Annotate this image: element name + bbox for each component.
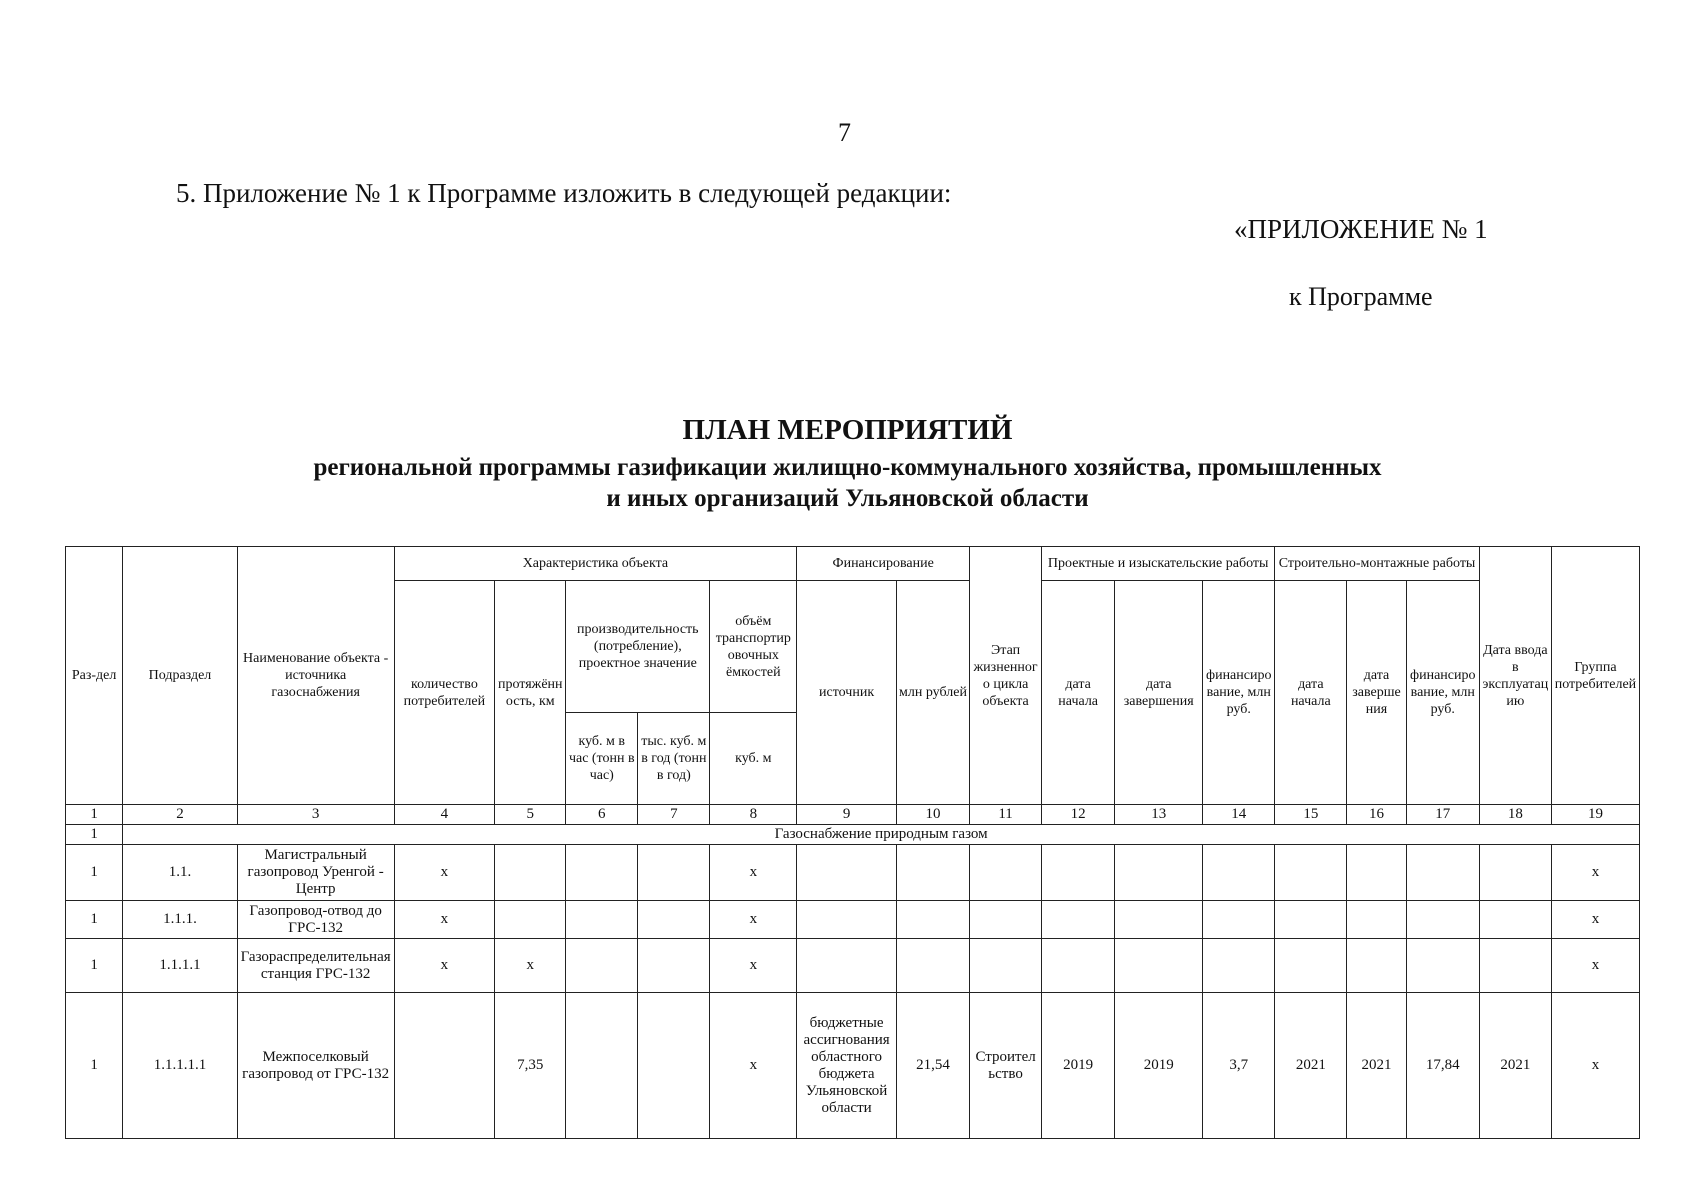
section-number: 1: [66, 825, 123, 845]
table-row: [66, 993, 1640, 1139]
plan-table: [65, 546, 1640, 1139]
appendix-title: «ПРИЛОЖЕНИЕ № 1: [1234, 214, 1488, 244]
cell-de: [1115, 901, 1203, 939]
column-number: 3: [237, 805, 394, 825]
cell-commission: [1479, 845, 1551, 901]
cell-group: х: [1551, 845, 1639, 901]
column-number: 9: [797, 805, 897, 825]
cell-commission: [1479, 939, 1551, 993]
cell-commission: [1479, 901, 1551, 939]
cell-fin: 3,7: [1203, 993, 1275, 1139]
cell-consumers: х: [394, 901, 495, 939]
cell-fin: [1203, 901, 1275, 939]
cell-mln: [896, 845, 969, 901]
cell-name: Газопровод-отвод до ГРС-132: [237, 901, 394, 939]
cell-mln: 21,54: [896, 993, 969, 1139]
cell-group: х: [1551, 901, 1639, 939]
cell-fin2: [1406, 845, 1479, 901]
cell-stage: Строительство: [970, 993, 1042, 1139]
column-number: 6: [566, 805, 638, 825]
plan-subtitle: [0, 452, 1695, 514]
column-number: 14: [1203, 805, 1275, 825]
column-number: 12: [1042, 805, 1115, 825]
column-number: 11: [970, 805, 1042, 825]
plan-subtitle-line2: и иных организаций Ульяновской области: [606, 485, 1089, 512]
table-row: [66, 939, 1640, 993]
header-thous-cubm-year: тыс. куб. м в год (тонн в год): [638, 713, 710, 805]
column-number: 16: [1347, 805, 1406, 825]
cell-length: [495, 845, 566, 901]
cell-volume: х: [710, 845, 797, 901]
cell-ds2: [1275, 845, 1347, 901]
column-number: 15: [1275, 805, 1347, 825]
cell-razdel: 1: [66, 939, 123, 993]
cell-volume: х: [710, 901, 797, 939]
intro-text: 5. Приложение № 1 к Программе изложить в следующей редакции:: [176, 178, 952, 208]
cell-de: 2019: [1115, 993, 1203, 1139]
cell-cubm_hour: [566, 901, 638, 939]
cell-fin: [1203, 845, 1275, 901]
cell-cubm_hour: [566, 993, 638, 1139]
cell-thous_year: [638, 939, 710, 993]
header-name: Наименование объекта - источника газоснабжения: [237, 547, 394, 805]
cell-cubm_hour: [566, 939, 638, 993]
plan-title: ПЛАН МЕРОПРИЯТИЙ: [682, 414, 1013, 446]
column-number: 1: [66, 805, 123, 825]
header-consumers: количество потребителей: [394, 581, 495, 805]
cell-name: Газораспределительная станция ГРС-132: [237, 939, 394, 993]
header-stage: Этап жизненного цикла объекта: [970, 547, 1042, 805]
cell-de: [1115, 845, 1203, 901]
column-number: 7: [638, 805, 710, 825]
header-date-start-construction: дата начала: [1275, 581, 1347, 805]
appendix-subtitle: к Программе: [1289, 282, 1433, 311]
header-podrazdel: Подраздел: [123, 547, 237, 805]
cell-fin2: [1406, 939, 1479, 993]
header-cubm-hour: куб. м в час (тонн в час): [566, 713, 638, 805]
header-construction-works: Строительно-монтажные работы: [1275, 547, 1480, 581]
table-header: [66, 547, 1640, 825]
column-number: 4: [394, 805, 495, 825]
table-body: [66, 825, 1640, 1139]
cell-commission: 2021: [1479, 993, 1551, 1139]
cell-stage: [970, 845, 1042, 901]
cell-thous_year: [638, 993, 710, 1139]
column-number: 17: [1406, 805, 1479, 825]
cell-consumers: [394, 993, 495, 1139]
header-date-start: дата начала: [1042, 581, 1115, 805]
header-consumer-group: Группа потребителей: [1551, 547, 1639, 805]
cell-source: бюджетные ассигнования областного бюджета Ульяновской области: [797, 993, 897, 1139]
cell-mln: [896, 901, 969, 939]
cell-consumers: х: [394, 845, 495, 901]
header-volume: объём транспортировочных ёмкостей: [710, 581, 797, 713]
table-row: [66, 901, 1640, 939]
cell-ds: [1042, 939, 1115, 993]
column-number: 10: [896, 805, 969, 825]
header-source: источник: [797, 581, 897, 805]
cell-ds: [1042, 901, 1115, 939]
table-row: [66, 845, 1640, 901]
header-razdel: Раз-дел: [66, 547, 123, 805]
column-number-row: [66, 805, 1640, 825]
cell-length: х: [495, 939, 566, 993]
cell-ds: [1042, 845, 1115, 901]
cell-razdel: 1: [66, 901, 123, 939]
cell-podrazdel: 1.1.1.1: [123, 939, 237, 993]
cell-volume: х: [710, 939, 797, 993]
cell-ds2: 2021: [1275, 993, 1347, 1139]
column-number: 2: [123, 805, 237, 825]
cell-stage: [970, 901, 1042, 939]
section-title: Газоснабжение природным газом: [123, 825, 1640, 845]
header-commission-date: Дата ввода в эксплуатацию: [1479, 547, 1551, 805]
cell-source: [797, 939, 897, 993]
page-number: 7: [838, 118, 851, 147]
column-number: 19: [1551, 805, 1639, 825]
cell-name: Межпоселковый газопровод от ГРС-132: [237, 993, 394, 1139]
cell-stage: [970, 939, 1042, 993]
cell-fin2: 17,84: [1406, 993, 1479, 1139]
header-characteristics: Характеристика объекта: [394, 547, 797, 581]
cell-consumers: х: [394, 939, 495, 993]
cell-ds2: [1275, 901, 1347, 939]
header-length: протяжённость, км: [495, 581, 566, 805]
header-financing: Финансирование: [797, 547, 970, 581]
cell-source: [797, 901, 897, 939]
header-financing-design: финансирование, млн руб.: [1203, 581, 1275, 805]
plan-subtitle-line1: региональной программы газификации жилищно-коммунального хозяйства, промышленных: [313, 454, 1382, 481]
cell-source: [797, 845, 897, 901]
cell-thous_year: [638, 901, 710, 939]
cell-razdel: 1: [66, 993, 123, 1139]
cell-length: 7,35: [495, 993, 566, 1139]
cell-group: х: [1551, 939, 1639, 993]
cell-de2: [1347, 845, 1406, 901]
cell-de2: [1347, 939, 1406, 993]
column-number: 13: [1115, 805, 1203, 825]
header-financing-construction: финансирование, млн руб.: [1406, 581, 1479, 805]
cell-group: х: [1551, 993, 1639, 1139]
column-number: 5: [495, 805, 566, 825]
column-number: 18: [1479, 805, 1551, 825]
column-number: 8: [710, 805, 797, 825]
cell-de2: [1347, 901, 1406, 939]
cell-fin2: [1406, 901, 1479, 939]
header-capacity: производительность (потребление), проектное значение: [566, 581, 710, 713]
cell-de: [1115, 939, 1203, 993]
header-design-works: Проектные и изыскательские работы: [1042, 547, 1275, 581]
cell-podrazdel: 1.1.1.: [123, 901, 237, 939]
cell-mln: [896, 939, 969, 993]
cell-cubm_hour: [566, 845, 638, 901]
header-date-end-construction: дата завершения: [1347, 581, 1406, 805]
cell-razdel: 1: [66, 845, 123, 901]
cell-podrazdel: 1.1.1.1.1: [123, 993, 237, 1139]
cell-ds: 2019: [1042, 993, 1115, 1139]
cell-name: Магистральный газопровод Уренгой - Центр: [237, 845, 394, 901]
header-date-end: дата завершения: [1115, 581, 1203, 805]
cell-fin: [1203, 939, 1275, 993]
cell-volume: х: [710, 993, 797, 1139]
section-row: [66, 825, 1640, 845]
cell-ds2: [1275, 939, 1347, 993]
header-cubm: куб. м: [710, 713, 797, 805]
cell-podrazdel: 1.1.: [123, 845, 237, 901]
header-mln-rub: млн рублей: [896, 581, 969, 805]
cell-thous_year: [638, 845, 710, 901]
cell-length: [495, 901, 566, 939]
cell-de2: 2021: [1347, 993, 1406, 1139]
